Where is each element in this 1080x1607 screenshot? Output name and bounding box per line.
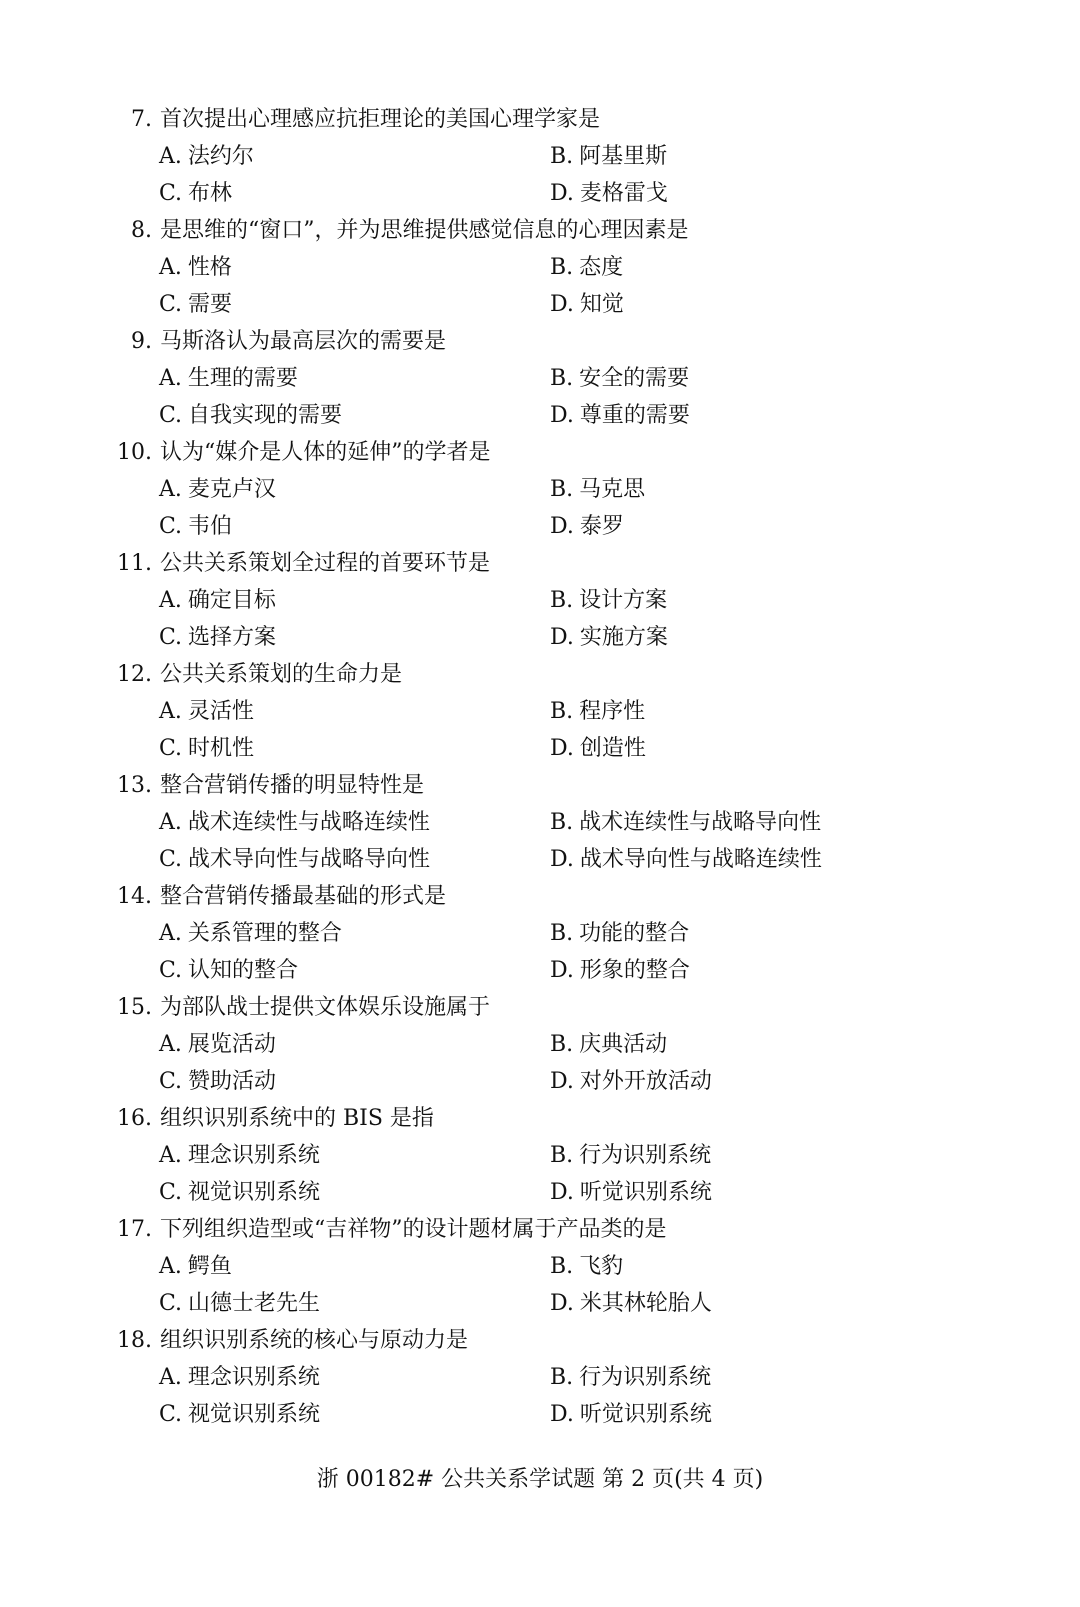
question-stem	[0, 323, 1080, 360]
answer-option	[159, 915, 342, 952]
option-text: 韦伯	[188, 514, 233, 539]
answer-option	[550, 1248, 623, 1285]
option-text: 听觉识别系统	[579, 1180, 712, 1205]
answer-option	[550, 1174, 712, 1211]
option-text: 行为识别系统	[579, 1143, 712, 1168]
option-text: 生理的需要	[187, 366, 298, 391]
option-text: 赞助活动	[188, 1069, 277, 1094]
question-stem	[0, 878, 1080, 915]
option-text: 听觉识别系统	[579, 1402, 712, 1427]
answer-option	[159, 138, 254, 175]
answer-option	[550, 730, 646, 767]
answer-option	[550, 693, 645, 730]
option-text: 展览活动	[187, 1032, 276, 1057]
option-letter: C.	[159, 958, 183, 983]
answer-option	[550, 952, 690, 989]
question-block	[0, 767, 1080, 878]
answer-option	[550, 1396, 712, 1433]
answer-option	[159, 397, 342, 434]
question-number: 10.	[117, 440, 152, 465]
option-row	[0, 249, 1080, 286]
option-letter: C.	[159, 736, 183, 761]
option-letter: D.	[550, 181, 574, 206]
option-letter: A.	[159, 477, 182, 502]
option-letter: D.	[550, 292, 574, 317]
answer-option	[550, 1285, 712, 1322]
option-letter: A.	[159, 921, 182, 946]
answer-option	[550, 804, 821, 841]
question-number: 12.	[117, 662, 152, 687]
option-text: 态度	[579, 255, 624, 280]
option-text: 视觉识别系统	[188, 1180, 321, 1205]
option-letter: D.	[550, 736, 574, 761]
option-letter: A.	[159, 810, 182, 835]
answer-option	[550, 1026, 667, 1063]
option-letter: B.	[550, 921, 574, 946]
option-row	[0, 1248, 1080, 1285]
answer-option	[159, 1174, 320, 1211]
question-block	[0, 212, 1080, 323]
option-letter: D.	[550, 1069, 574, 1094]
question-text: 组织识别系统的核心与原动力是	[160, 1328, 469, 1353]
option-text: 时机性	[188, 736, 255, 761]
question-block	[0, 101, 1080, 212]
option-text: 安全的需要	[579, 366, 690, 391]
option-text: 鳄鱼	[187, 1254, 232, 1279]
question-block	[0, 1322, 1080, 1433]
answer-option	[550, 582, 667, 619]
option-letter: C.	[159, 625, 183, 650]
question-number: 16.	[117, 1106, 152, 1131]
option-letter: A.	[159, 1032, 182, 1057]
option-text: 理念识别系统	[187, 1365, 320, 1390]
option-text: 马克思	[579, 477, 646, 502]
option-letter: A.	[159, 144, 182, 169]
option-text: 选择方案	[188, 625, 277, 650]
option-letter: B.	[550, 810, 574, 835]
option-letter: B.	[550, 1143, 574, 1168]
option-text: 战术连续性与战略导向性	[579, 810, 822, 835]
answer-option	[159, 1026, 276, 1063]
option-letter: D.	[550, 1291, 574, 1316]
option-letter: A.	[159, 699, 182, 724]
question-number: 11.	[117, 551, 152, 576]
question-text: 首次提出心理感应抗拒理论的美国心理学家是	[160, 107, 601, 132]
option-text: 关系管理的整合	[187, 921, 342, 946]
option-letter: D.	[550, 625, 574, 650]
answer-option	[550, 508, 624, 545]
question-stem	[0, 1211, 1080, 1248]
answer-option	[550, 175, 668, 212]
answer-option	[159, 730, 254, 767]
answer-option	[550, 397, 690, 434]
answer-option	[159, 286, 232, 323]
answer-option	[550, 841, 822, 878]
option-row	[0, 1359, 1080, 1396]
option-text: 布林	[188, 181, 233, 206]
option-text: 设计方案	[579, 588, 668, 613]
answer-option	[159, 841, 430, 878]
question-text: 组织识别系统中的 BIS 是指	[160, 1106, 434, 1131]
answer-option	[550, 249, 623, 286]
question-block	[0, 1211, 1080, 1322]
option-letter: B.	[550, 1254, 574, 1279]
option-text: 法约尔	[187, 144, 254, 169]
option-letter: C.	[159, 403, 183, 428]
option-text: 需要	[188, 292, 233, 317]
option-row	[0, 804, 1080, 841]
question-number: 7.	[131, 107, 152, 132]
option-letter: C.	[159, 292, 183, 317]
question-stem	[0, 989, 1080, 1026]
option-row	[0, 952, 1080, 989]
option-text: 对外开放活动	[579, 1069, 712, 1094]
option-text: 战术导向性与战略导向性	[188, 847, 431, 872]
option-row	[0, 1063, 1080, 1100]
answer-option	[159, 1137, 320, 1174]
answer-option	[159, 471, 276, 508]
option-letter: C.	[159, 847, 183, 872]
option-letter: C.	[159, 514, 183, 539]
page-footer: 浙 00182# 公共关系学试题 第 2 页(共 4 页)	[316, 1467, 764, 1492]
option-text: 行为识别系统	[579, 1365, 712, 1390]
answer-option	[159, 1285, 320, 1322]
question-number: 8.	[131, 218, 152, 243]
option-row	[0, 138, 1080, 175]
question-text: 整合营销传播最基础的形式是	[160, 884, 447, 909]
option-text: 自我实现的需要	[188, 403, 343, 428]
option-letter: D.	[550, 403, 574, 428]
option-row	[0, 360, 1080, 397]
question-number: 18.	[117, 1328, 152, 1353]
question-block	[0, 545, 1080, 656]
option-row	[0, 841, 1080, 878]
question-number: 13.	[117, 773, 152, 798]
question-text: 是思维的“窗口”，并为思维提供感觉信息的心理因素是	[160, 218, 689, 243]
answer-option	[159, 360, 298, 397]
option-letter: A.	[159, 588, 182, 613]
question-text: 整合营销传播的明显特性是	[160, 773, 425, 798]
answer-option	[159, 249, 232, 286]
question-stem	[0, 101, 1080, 138]
option-letter: C.	[159, 1180, 183, 1205]
option-text: 阿基里斯	[579, 144, 668, 169]
question-text: 为部队战士提供文体娱乐设施属于	[160, 995, 491, 1020]
option-row	[0, 397, 1080, 434]
option-text: 实施方案	[579, 625, 668, 650]
question-number: 14.	[117, 884, 152, 909]
answer-option	[550, 286, 624, 323]
option-letter: B.	[550, 1032, 574, 1057]
answer-option	[550, 915, 689, 952]
question-number: 9.	[131, 329, 152, 354]
option-row	[0, 1396, 1080, 1433]
option-row	[0, 582, 1080, 619]
question-list	[0, 101, 1080, 1433]
option-letter: C.	[159, 1402, 183, 1427]
option-text: 庆典活动	[579, 1032, 668, 1057]
option-text: 泰罗	[579, 514, 624, 539]
option-row	[0, 286, 1080, 323]
answer-option	[159, 952, 298, 989]
option-text: 理念识别系统	[187, 1143, 320, 1168]
option-text: 麦格雷戈	[579, 181, 668, 206]
answer-option	[550, 138, 667, 175]
option-text: 战术连续性与战略连续性	[187, 810, 430, 835]
question-block	[0, 656, 1080, 767]
option-letter: A.	[159, 255, 182, 280]
question-text: 公共关系策划全过程的首要环节是	[160, 551, 491, 576]
answer-option	[159, 1248, 232, 1285]
option-text: 形象的整合	[579, 958, 690, 983]
question-text: 公共关系策划的生命力是	[160, 662, 403, 687]
option-text: 功能的整合	[579, 921, 690, 946]
option-text: 麦克卢汉	[187, 477, 276, 502]
option-letter: D.	[550, 1402, 574, 1427]
answer-option	[159, 1063, 276, 1100]
option-row	[0, 730, 1080, 767]
question-stem	[0, 1322, 1080, 1359]
option-text: 战术导向性与战略连续性	[579, 847, 822, 872]
answer-option	[550, 1359, 711, 1396]
option-letter: B.	[550, 477, 574, 502]
option-row	[0, 619, 1080, 656]
answer-option	[159, 582, 276, 619]
option-letter: C.	[159, 1291, 183, 1316]
option-text: 灵活性	[187, 699, 254, 724]
answer-option	[550, 619, 668, 656]
answer-option	[159, 619, 276, 656]
option-letter: A.	[159, 366, 182, 391]
option-text: 尊重的需要	[579, 403, 690, 428]
answer-option	[159, 175, 232, 212]
question-stem	[0, 545, 1080, 582]
question-stem	[0, 434, 1080, 471]
option-row	[0, 1026, 1080, 1063]
option-letter: D.	[550, 958, 574, 983]
option-text: 程序性	[579, 699, 646, 724]
option-text: 认知的整合	[188, 958, 299, 983]
question-block	[0, 878, 1080, 989]
option-row	[0, 1137, 1080, 1174]
option-row	[0, 693, 1080, 730]
option-letter: A.	[159, 1254, 182, 1279]
option-letter: B.	[550, 699, 574, 724]
option-letter: C.	[159, 181, 183, 206]
option-text: 知觉	[579, 292, 624, 317]
question-number: 15.	[117, 995, 152, 1020]
answer-option	[159, 1396, 320, 1433]
answer-option	[550, 1063, 712, 1100]
answer-option	[159, 508, 232, 545]
option-letter: B.	[550, 1365, 574, 1390]
option-letter: A.	[159, 1365, 182, 1390]
option-row	[0, 915, 1080, 952]
option-letter: C.	[159, 1069, 183, 1094]
option-row	[0, 508, 1080, 545]
option-letter: B.	[550, 366, 574, 391]
option-text: 视觉识别系统	[188, 1402, 321, 1427]
option-letter: B.	[550, 144, 574, 169]
option-row	[0, 175, 1080, 212]
option-text: 飞豹	[579, 1254, 624, 1279]
option-text: 米其林轮胎人	[579, 1291, 712, 1316]
question-number: 17.	[117, 1217, 152, 1242]
answer-option	[159, 693, 254, 730]
question-block	[0, 989, 1080, 1100]
option-letter: A.	[159, 1143, 182, 1168]
answer-option	[550, 360, 689, 397]
answer-option	[550, 471, 645, 508]
option-text: 创造性	[579, 736, 646, 761]
question-stem	[0, 1100, 1080, 1137]
question-text: 马斯洛认为最高层次的需要是	[160, 329, 447, 354]
option-letter: D.	[550, 514, 574, 539]
option-letter: B.	[550, 255, 574, 280]
option-letter: B.	[550, 588, 574, 613]
answer-option	[159, 1359, 320, 1396]
question-stem	[0, 212, 1080, 249]
question-block	[0, 434, 1080, 545]
option-text: 山德士老先生	[188, 1291, 321, 1316]
question-block	[0, 323, 1080, 434]
option-text: 确定目标	[187, 588, 276, 613]
option-row	[0, 1285, 1080, 1322]
question-stem	[0, 767, 1080, 804]
question-stem	[0, 656, 1080, 693]
option-letter: D.	[550, 847, 574, 872]
option-letter: D.	[550, 1180, 574, 1205]
answer-option	[159, 804, 430, 841]
question-text: 下列组织造型或“吉祥物”的设计题材属于产品类的是	[160, 1217, 667, 1242]
question-block	[0, 1100, 1080, 1211]
question-text: 认为“媒介是人体的延伸”的学者是	[160, 440, 491, 465]
option-text: 性格	[187, 255, 232, 280]
option-row	[0, 471, 1080, 508]
option-row	[0, 1174, 1080, 1211]
answer-option	[550, 1137, 711, 1174]
